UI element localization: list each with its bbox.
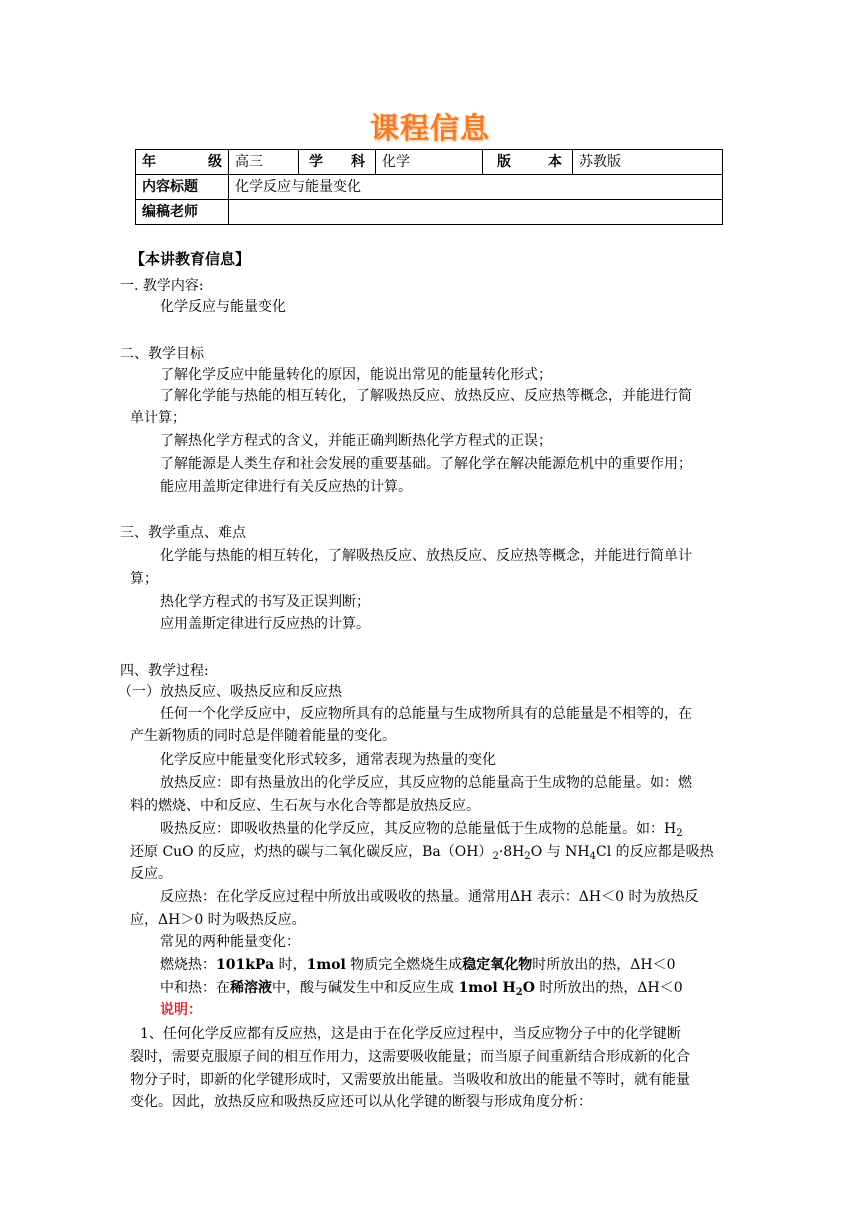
paragraph-line: 能应用盖斯定律进行有关反应热的计算。: [160, 479, 412, 495]
paragraph-line: 算；: [130, 571, 158, 587]
editor-label: 编稿老师: [136, 200, 229, 225]
topic-value: 化学反应与能量变化: [229, 175, 723, 200]
paragraph-line: 变化。因此，放热反应和吸热反应还可以从化学键的断裂与形成角度分析：: [130, 1094, 592, 1110]
page-title: 课程信息: [369, 111, 490, 145]
edition-label: 版 本: [483, 150, 573, 175]
table-row: [136, 200, 723, 225]
paragraph-line: 反应热：在化学反应过程中所放出或吸收的热量。通常用ΔH 表示：ΔH＜0 时为放热反: [160, 889, 699, 905]
table-row: [136, 150, 723, 175]
paragraph-line: 化学反应中能量变化形式较多，通常表现为热量的变化: [160, 752, 496, 768]
paragraph-line: 还原 CuO 的反应，灼热的碳与二氧化碳反应，$Ba(OH)_2\cdot 8H_2O$ 与 $NH_4Cl$ 的反应都是吸热: [130, 844, 714, 862]
paragraph-line: 了解化学能与热能的相互转化，了解吸热反应、放热反应、反应热等概念，并能进行简: [160, 388, 692, 404]
paragraph-line: 物分子时，即新的化学键形成时，又需要放出能量。当吸收和放出的能量不等时，就有能量: [130, 1072, 690, 1088]
paragraph-line: 料的燃烧、中和反应、生石灰与水化合等都是放热反应。: [130, 798, 480, 814]
topic-label: 内容标题: [136, 175, 229, 200]
edition-value: 苏教版: [573, 150, 723, 175]
section-2-title: 二、教学目标: [120, 346, 204, 362]
section-1-title: 一. 教学内容:: [120, 278, 204, 294]
grade-value: 高三: [229, 150, 299, 175]
section-3-title: 三、教学重点、难点: [120, 525, 246, 541]
section-heading: 【本讲教育信息】: [130, 250, 251, 268]
paragraph-line: 应，ΔH＞0 时为吸热反应。: [130, 912, 306, 928]
paragraph-line: 常见的两种能量变化：: [160, 934, 300, 950]
paragraph-line: 反应。: [130, 866, 172, 882]
note-label: 说明：: [160, 1002, 202, 1018]
combustion-heat-line: 燃烧热：101kPa 时，1mol 物质完全燃烧生成稳定氧化物时所放出的热，ΔH＜0: [160, 957, 676, 973]
subject-value: 化学: [376, 150, 483, 175]
table-row: [136, 175, 723, 200]
paragraph-line: 了解热化学方程式的含义，并能正确判断热化学方程式的正误；: [160, 433, 552, 449]
course-info-table: [135, 149, 723, 225]
grade-label: 年 级: [136, 150, 229, 175]
neutralization-heat-line: 中和热：在稀溶液中，酸与碱发生中和反应生成 1mol $H_2O$ 时所放出的热，ΔH＜0: [160, 980, 683, 998]
paragraph-line: 应用盖斯定律进行反应热的计算。: [160, 616, 370, 632]
paragraph-line: 吸热反应：即吸收热量的化学反应，其反应物的总能量低于生成物的总能量。如：$H_2$: [160, 821, 683, 839]
paragraph-line: 化学能与热能的相互转化，了解吸热反应、放热反应、反应热等概念，并能进行简单计: [160, 548, 692, 564]
paragraph-line: 单计算；: [130, 410, 186, 426]
paragraph-line: 任何一个化学反应中，反应物所具有的总能量与生成物所具有的总能量是不相等的，在: [160, 706, 692, 722]
section-4-title: 四、教学过程:: [120, 663, 209, 679]
paragraph-line: 产生新物质的同时总是伴随着能量的变化。: [130, 728, 396, 744]
paragraph-line: 1、任何化学反应都有反应热，这是由于在化学反应过程中，当反应物分子中的化学键断: [140, 1026, 681, 1042]
subsection-title: （一）放热反应、吸热反应和反应热: [118, 684, 342, 700]
editor-value: [229, 200, 723, 225]
section-1-content: 化学反应与能量变化: [160, 299, 286, 315]
subject-label: 学 科: [299, 150, 376, 175]
paragraph-line: 放热反应：即有热量放出的化学反应，其反应物的总能量高于生成物的总能量。如：燃: [160, 775, 692, 791]
paragraph-line: 了解能源是人类生存和社会发展的重要基础。了解化学在解决能源危机中的重要作用；: [160, 456, 692, 472]
paragraph-line: 了解化学反应中能量转化的原因，能说出常见的能量转化形式；: [160, 367, 552, 383]
paragraph-line: 裂时，需要克服原子间的相互作用力，这需要吸收能量；而当原子间重新结合形成新的化合: [130, 1049, 690, 1065]
paragraph-line: 热化学方程式的书写及正误判断；: [160, 594, 370, 610]
